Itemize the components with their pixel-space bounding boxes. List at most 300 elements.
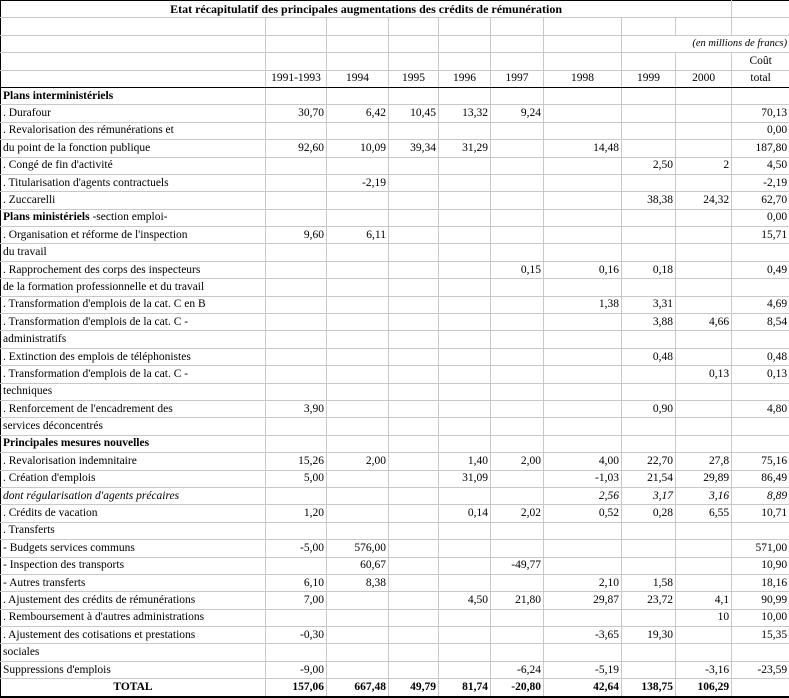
value-cell: [544, 540, 622, 557]
value-cell: [389, 383, 439, 400]
value-cell: [389, 400, 439, 417]
total-value-cell: 81,74: [439, 679, 491, 697]
table-row: [1, 314, 789, 331]
value-cell: [491, 331, 544, 348]
value-cell: 31,09: [439, 470, 491, 487]
value-cell: [676, 400, 732, 417]
value-cell: 4,50: [439, 592, 491, 609]
value-cell: 60,67: [327, 557, 389, 574]
value-cell: 92,60: [266, 140, 327, 157]
value-cell: -6,24: [491, 661, 544, 678]
value-cell: [266, 261, 327, 278]
value-cell: 6,10: [266, 574, 327, 591]
value-cell: [327, 400, 389, 417]
value-cell: [439, 348, 491, 365]
value-cell: 2,10: [544, 574, 622, 591]
value-cell: [622, 122, 676, 139]
table-row: [1, 540, 789, 557]
value-cell: 2: [676, 157, 732, 174]
value-cell: [491, 470, 544, 487]
value-cell: 4,00: [544, 453, 622, 470]
total-cost-cell: [732, 244, 789, 261]
year-header: 1995: [389, 70, 439, 87]
value-cell: [676, 261, 732, 278]
value-cell: 2,02: [491, 505, 544, 522]
table-row: [1, 192, 789, 209]
value-cell: [327, 122, 389, 139]
value-cell: [622, 366, 676, 383]
value-cell: 1,38: [544, 296, 622, 313]
value-cell: [544, 609, 622, 626]
total-cost-cell: 10,90: [732, 557, 789, 574]
value-cell: [622, 209, 676, 226]
value-cell: [439, 435, 491, 452]
table-row: [1, 331, 789, 348]
table-row: [1, 227, 789, 244]
value-cell: [676, 209, 732, 226]
total-cost-cell: 4,50: [732, 157, 789, 174]
value-cell: [676, 557, 732, 574]
value-cell: [544, 244, 622, 261]
table-row: [1, 627, 789, 644]
value-cell: 3,90: [266, 400, 327, 417]
value-cell: 24,32: [676, 192, 732, 209]
value-cell: [544, 331, 622, 348]
value-cell: [266, 383, 327, 400]
value-cell: [491, 487, 544, 504]
value-cell: [327, 661, 389, 678]
value-cell: [544, 383, 622, 400]
value-cell: [327, 366, 389, 383]
value-cell: 30,70: [266, 105, 327, 122]
value-cell: [266, 314, 327, 331]
total-value-cell: 138,75: [622, 679, 676, 697]
value-cell: -5,00: [266, 540, 327, 557]
value-cell: 6,55: [676, 505, 732, 522]
value-cell: 21,80: [491, 592, 544, 609]
value-cell: [622, 522, 676, 539]
table-row: [1, 244, 789, 261]
row-label: du travail: [3, 246, 47, 259]
total-cost-cell: 18,16: [732, 574, 789, 591]
value-cell: [676, 174, 732, 191]
value-cell: [676, 644, 732, 661]
value-cell: [389, 348, 439, 365]
value-cell: 22,70: [622, 453, 676, 470]
value-cell: [676, 227, 732, 244]
total-value-cell: 157,06: [266, 679, 327, 697]
value-cell: [327, 522, 389, 539]
value-cell: [266, 331, 327, 348]
value-cell: [266, 296, 327, 313]
table-row: [1, 470, 789, 487]
row-label: techniques: [3, 385, 53, 398]
value-cell: [622, 661, 676, 678]
value-cell: [544, 157, 622, 174]
value-cell: 4,66: [676, 314, 732, 331]
value-cell: [327, 487, 389, 504]
value-cell: [676, 244, 732, 261]
value-cell: [676, 627, 732, 644]
total-cost-cell: 4,80: [732, 400, 789, 417]
year-header: 1998: [544, 70, 622, 87]
value-cell: 21,54: [622, 470, 676, 487]
value-cell: [439, 661, 491, 678]
value-cell: [439, 192, 491, 209]
value-cell: [327, 435, 389, 452]
value-cell: [491, 296, 544, 313]
value-cell: 4,1: [676, 592, 732, 609]
value-cell: [266, 522, 327, 539]
value-cell: 6,42: [327, 105, 389, 122]
value-cell: [439, 174, 491, 191]
row-label: services déconcentrés: [3, 420, 103, 433]
table-title: Etat récapitulatif des principales augmentations des crédits de rémunération: [1, 1, 732, 18]
header-row-2: [1, 70, 789, 87]
value-cell: [389, 661, 439, 678]
total-cost-cell: 187,80: [732, 140, 789, 157]
value-cell: [389, 487, 439, 504]
value-cell: [266, 435, 327, 452]
value-cell: [439, 227, 491, 244]
value-cell: [266, 557, 327, 574]
value-cell: 0,48: [622, 348, 676, 365]
total-cost-cell: 0,48: [732, 348, 789, 365]
value-cell: 3,17: [622, 487, 676, 504]
total-cost-cell: 4,69: [732, 296, 789, 313]
value-cell: [439, 279, 491, 296]
total-value-cell: [732, 679, 789, 697]
value-cell: [491, 87, 544, 104]
value-cell: [676, 87, 732, 104]
value-cell: [544, 174, 622, 191]
table-row: [1, 279, 789, 296]
value-cell: [491, 314, 544, 331]
value-cell: [491, 435, 544, 452]
row-label: . Rapprochement des corps des inspecteurs: [3, 263, 201, 276]
table-row: [1, 296, 789, 313]
value-cell: [491, 122, 544, 139]
total-cost-cell: 0,49: [732, 261, 789, 278]
value-cell: [439, 487, 491, 504]
row-label: . Revalorisation des rémunérations et: [3, 124, 174, 137]
value-cell: 1,20: [266, 505, 327, 522]
total-cost-cell: 8,89: [732, 487, 789, 504]
value-cell: [491, 644, 544, 661]
value-cell: [439, 296, 491, 313]
row-label: . Transferts: [3, 524, 55, 537]
value-cell: [544, 209, 622, 226]
value-cell: 1,58: [622, 574, 676, 591]
value-cell: 3,31: [622, 296, 676, 313]
value-cell: [327, 609, 389, 626]
section-label-suffix: -section emploi-: [89, 211, 168, 224]
value-cell: [676, 435, 732, 452]
value-cell: [327, 418, 389, 435]
value-cell: 29,89: [676, 470, 732, 487]
value-cell: [389, 261, 439, 278]
row-label: . Extinction des emplois de téléphonistes: [3, 350, 191, 363]
total-cost-cell: 15,71: [732, 227, 789, 244]
value-cell: [439, 400, 491, 417]
value-cell: [389, 87, 439, 104]
total-cost-cell: [732, 279, 789, 296]
value-cell: [491, 522, 544, 539]
value-cell: [491, 227, 544, 244]
total-cost-cell: 70,13: [732, 105, 789, 122]
value-cell: 13,32: [439, 105, 491, 122]
value-cell: [676, 522, 732, 539]
value-cell: [491, 574, 544, 591]
total-cost-cell: 90,99: [732, 592, 789, 609]
value-cell: [544, 522, 622, 539]
value-cell: [439, 609, 491, 626]
value-cell: [544, 557, 622, 574]
table-row: [1, 261, 789, 278]
value-cell: [676, 122, 732, 139]
value-cell: 0,90: [622, 400, 676, 417]
table-row: [1, 574, 789, 591]
table-row: [1, 592, 789, 609]
value-cell: [544, 644, 622, 661]
value-cell: [491, 609, 544, 626]
value-cell: [389, 557, 439, 574]
total-cost-cell: -23,59: [732, 661, 789, 678]
value-cell: [622, 279, 676, 296]
value-cell: 2,56: [544, 487, 622, 504]
value-cell: [327, 627, 389, 644]
value-cell: [491, 279, 544, 296]
value-cell: 0,18: [622, 261, 676, 278]
value-cell: 0,13: [676, 366, 732, 383]
value-cell: [676, 296, 732, 313]
value-cell: [491, 400, 544, 417]
row-label: . Remboursement à d'autres administrations: [3, 611, 205, 624]
value-cell: 10,09: [327, 140, 389, 157]
value-cell: [266, 487, 327, 504]
value-cell: [389, 227, 439, 244]
value-cell: [389, 209, 439, 226]
section-label: Plans interministériels: [3, 89, 114, 102]
value-cell: 10: [676, 609, 732, 626]
value-cell: [327, 470, 389, 487]
row-label: . Ajustement des crédits de rémunérations: [3, 593, 196, 606]
value-cell: [389, 122, 439, 139]
value-cell: [544, 279, 622, 296]
total-cost-cell: -2,19: [732, 174, 789, 191]
value-cell: -0,30: [266, 627, 327, 644]
year-header: 1997: [491, 70, 544, 87]
value-cell: [389, 244, 439, 261]
total-cost-cell: [732, 644, 789, 661]
value-cell: [266, 418, 327, 435]
value-cell: [544, 105, 622, 122]
row-label: . Transformation d'emplois de la cat. C -: [3, 315, 189, 328]
value-cell: 27,8: [676, 453, 732, 470]
value-cell: [544, 227, 622, 244]
value-cell: 6,11: [327, 227, 389, 244]
total-cost-cell: [732, 522, 789, 539]
value-cell: [676, 105, 732, 122]
total-cost-cell: 0,13: [732, 366, 789, 383]
value-cell: [491, 348, 544, 365]
value-cell: [327, 331, 389, 348]
value-cell: [327, 296, 389, 313]
year-header: 1999: [622, 70, 676, 87]
table-row: [1, 644, 789, 661]
total-cost-cell: 86,49: [732, 470, 789, 487]
value-cell: 7,00: [266, 592, 327, 609]
value-cell: [266, 609, 327, 626]
value-cell: [544, 348, 622, 365]
value-cell: [389, 174, 439, 191]
value-cell: [389, 522, 439, 539]
value-cell: [439, 383, 491, 400]
row-label: . Organisation et réforme de l'inspection: [3, 228, 188, 241]
value-cell: [327, 209, 389, 226]
table-row: [1, 105, 789, 122]
value-cell: [389, 331, 439, 348]
value-cell: [622, 331, 676, 348]
value-cell: [622, 174, 676, 191]
value-cell: [266, 192, 327, 209]
year-header: 1996: [439, 70, 491, 87]
row-label: . Ajustement des cotisations et prestations: [3, 628, 196, 641]
table-row: [1, 400, 789, 417]
row-label: sociales: [3, 646, 40, 659]
value-cell: 2,00: [491, 453, 544, 470]
row-label: - Autres transferts: [3, 576, 86, 589]
value-cell: [439, 557, 491, 574]
value-cell: [676, 418, 732, 435]
section-label: Plans ministériels: [3, 211, 90, 224]
section-row: [1, 87, 789, 104]
value-cell: 0,16: [544, 261, 622, 278]
value-cell: [439, 209, 491, 226]
value-cell: 8,38: [327, 574, 389, 591]
value-cell: [389, 279, 439, 296]
row-label: du point de la fonction publique: [3, 141, 151, 154]
value-cell: [327, 348, 389, 365]
year-header: 1991-1993: [266, 70, 327, 87]
value-cell: [266, 644, 327, 661]
value-cell: [491, 627, 544, 644]
table-row: [1, 348, 789, 365]
value-cell: [544, 192, 622, 209]
total-label: TOTAL: [1, 679, 266, 697]
value-cell: [491, 366, 544, 383]
value-cell: -1,03: [544, 470, 622, 487]
title-row: [1, 1, 789, 18]
table-row: [1, 174, 789, 191]
value-cell: [389, 157, 439, 174]
table-row: [1, 609, 789, 626]
total-value-cell: 42,64: [544, 679, 622, 697]
row-label: . Transformation d'emplois de la cat. C -: [3, 367, 189, 380]
table-row: [1, 661, 789, 678]
value-cell: [622, 140, 676, 157]
value-cell: 3,16: [676, 487, 732, 504]
table-row: [1, 557, 789, 574]
value-cell: 0,28: [622, 505, 676, 522]
value-cell: [622, 244, 676, 261]
value-cell: [266, 244, 327, 261]
value-cell: [389, 609, 439, 626]
value-cell: [266, 366, 327, 383]
total-cost-cell: 571,00: [732, 540, 789, 557]
value-cell: [491, 540, 544, 557]
value-cell: -2,19: [327, 174, 389, 191]
value-cell: [676, 348, 732, 365]
table-row: [1, 366, 789, 383]
section-row: [1, 435, 789, 452]
total-cost-cell: 10,00: [732, 609, 789, 626]
total-cost-cell: 0,00: [732, 122, 789, 139]
total-cost-cell: 15,35: [732, 627, 789, 644]
value-cell: 10,45: [389, 105, 439, 122]
table-row: [1, 522, 789, 539]
value-cell: 0,14: [439, 505, 491, 522]
value-cell: 5,00: [266, 470, 327, 487]
row-label: . Création d'emplois: [3, 472, 96, 485]
value-cell: [266, 87, 327, 104]
value-cell: [327, 592, 389, 609]
table-row: [1, 487, 789, 504]
row-label: . Durafour: [3, 107, 51, 120]
total-row: [1, 679, 789, 697]
year-header: 1994: [327, 70, 389, 87]
value-cell: [439, 574, 491, 591]
value-cell: [622, 87, 676, 104]
row-label: de la formation professionnelle et du travail: [3, 280, 205, 293]
value-cell: [491, 209, 544, 226]
table-row: [1, 140, 789, 157]
value-cell: [439, 366, 491, 383]
value-cell: [439, 331, 491, 348]
value-cell: 23,72: [622, 592, 676, 609]
total-cost-cell: [732, 383, 789, 400]
value-cell: [544, 314, 622, 331]
row-label: - Budgets services communs: [3, 541, 135, 554]
value-cell: [676, 331, 732, 348]
value-cell: [491, 418, 544, 435]
value-cell: -9,00: [266, 661, 327, 678]
total-cost-cell: [732, 87, 789, 104]
total-cost-cell: 0,00: [732, 209, 789, 226]
value-cell: [439, 87, 491, 104]
value-cell: [544, 366, 622, 383]
value-cell: [327, 261, 389, 278]
value-cell: [389, 366, 439, 383]
value-cell: [389, 453, 439, 470]
total-cost-cell: [732, 418, 789, 435]
value-cell: [622, 105, 676, 122]
value-cell: 29,87: [544, 592, 622, 609]
value-cell: 3,88: [622, 314, 676, 331]
value-cell: [491, 192, 544, 209]
value-cell: 576,00: [327, 540, 389, 557]
table-row: [1, 418, 789, 435]
cost-header-line2: total: [732, 70, 789, 87]
value-cell: [491, 174, 544, 191]
row-label: - Inspection des transports: [3, 559, 125, 572]
value-cell: [491, 140, 544, 157]
value-cell: [439, 314, 491, 331]
value-cell: [439, 540, 491, 557]
value-cell: [491, 244, 544, 261]
value-cell: [389, 192, 439, 209]
value-cell: [266, 209, 327, 226]
